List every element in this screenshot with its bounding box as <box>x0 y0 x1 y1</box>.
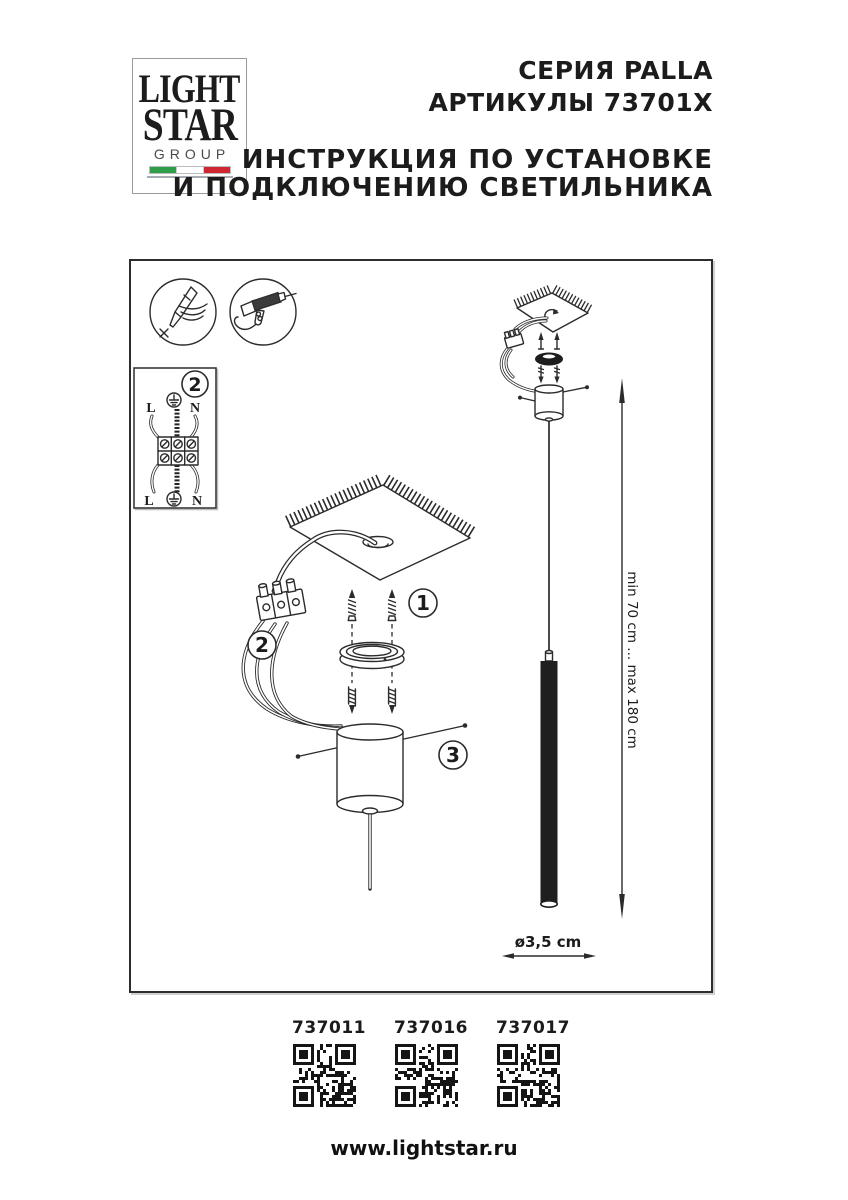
light-aperture <box>541 901 557 907</box>
instruction-title-1: ИНСТРУКЦИЯ ПО УСТАНОВКЕ <box>241 145 713 175</box>
website-url: www.lightstar.ru <box>330 1136 518 1160</box>
drill-icon <box>230 279 296 345</box>
canopy-small <box>535 385 563 421</box>
earth-icon-top <box>167 393 181 407</box>
qr-code-row <box>2 1018 848 1111</box>
exploded-view <box>243 480 473 890</box>
anchor-plug-left <box>349 687 356 714</box>
screw-small-bottom-left <box>538 366 543 384</box>
label-neutral-bottom: N <box>191 494 203 509</box>
qr-item-737017 <box>496 1018 570 1111</box>
assembled-view <box>501 289 640 959</box>
strip-wire-icon <box>150 279 216 345</box>
label-neutral-top: N <box>189 401 201 416</box>
mounting-ring-small <box>535 353 563 366</box>
ceiling-panel <box>288 480 474 581</box>
logo-word-light: LIGHT <box>139 66 240 111</box>
diameter-label: ø3,5 cm <box>514 933 582 951</box>
series-title: СЕРИЯ PALLA <box>518 56 713 85</box>
logo-word-group: GROUP <box>153 146 231 163</box>
screw-small-top-left <box>538 332 543 349</box>
qr-code <box>293 1044 356 1107</box>
mounting-ring <box>340 643 404 669</box>
mounting-screw-right <box>388 589 396 621</box>
canopy <box>337 724 403 889</box>
cable-connector <box>546 651 553 662</box>
article-number: 737017 <box>496 1018 570 1038</box>
qr-item-737016 <box>394 1018 468 1111</box>
step-2-number-inset: 2 <box>188 374 202 396</box>
qr-item-737011 <box>292 1018 366 1111</box>
logo-word-star: STAR <box>142 99 237 151</box>
screw-small-bottom-right <box>554 366 559 384</box>
mounting-screw-left <box>348 589 356 621</box>
step-1-number: 1 <box>416 591 430 615</box>
screw-small-top-right <box>554 332 559 349</box>
label-live-top: L <box>146 401 156 416</box>
terminal-block <box>254 577 306 620</box>
qr-code <box>395 1044 458 1107</box>
diameter-dimension <box>502 933 596 959</box>
earth-icon-bottom <box>167 492 181 506</box>
step-3-number: 3 <box>446 743 460 767</box>
article-number: 737011 <box>292 1018 366 1038</box>
installation-diagram <box>129 259 713 993</box>
wiring-diagram-inset <box>134 368 218 510</box>
height-range-label: min 70 cm ... max 180 cm <box>624 571 640 749</box>
pendant-tube <box>541 661 558 907</box>
anchor-plug-right <box>389 687 396 714</box>
articles-title: АРТИКУЛЫ 73701X <box>428 88 713 117</box>
article-number: 737016 <box>394 1018 468 1038</box>
step-2-number: 2 <box>255 633 269 657</box>
terminal-block-inset <box>158 437 198 465</box>
label-live-bottom: L <box>144 494 154 509</box>
instruction-title-2: И ПОДКЛЮЧЕНИЮ СВЕТИЛЬНИКА <box>172 173 713 203</box>
cable-grommet <box>363 808 378 814</box>
qr-code <box>497 1044 560 1107</box>
diagram-drawing <box>131 261 711 991</box>
height-dimension <box>619 378 640 919</box>
